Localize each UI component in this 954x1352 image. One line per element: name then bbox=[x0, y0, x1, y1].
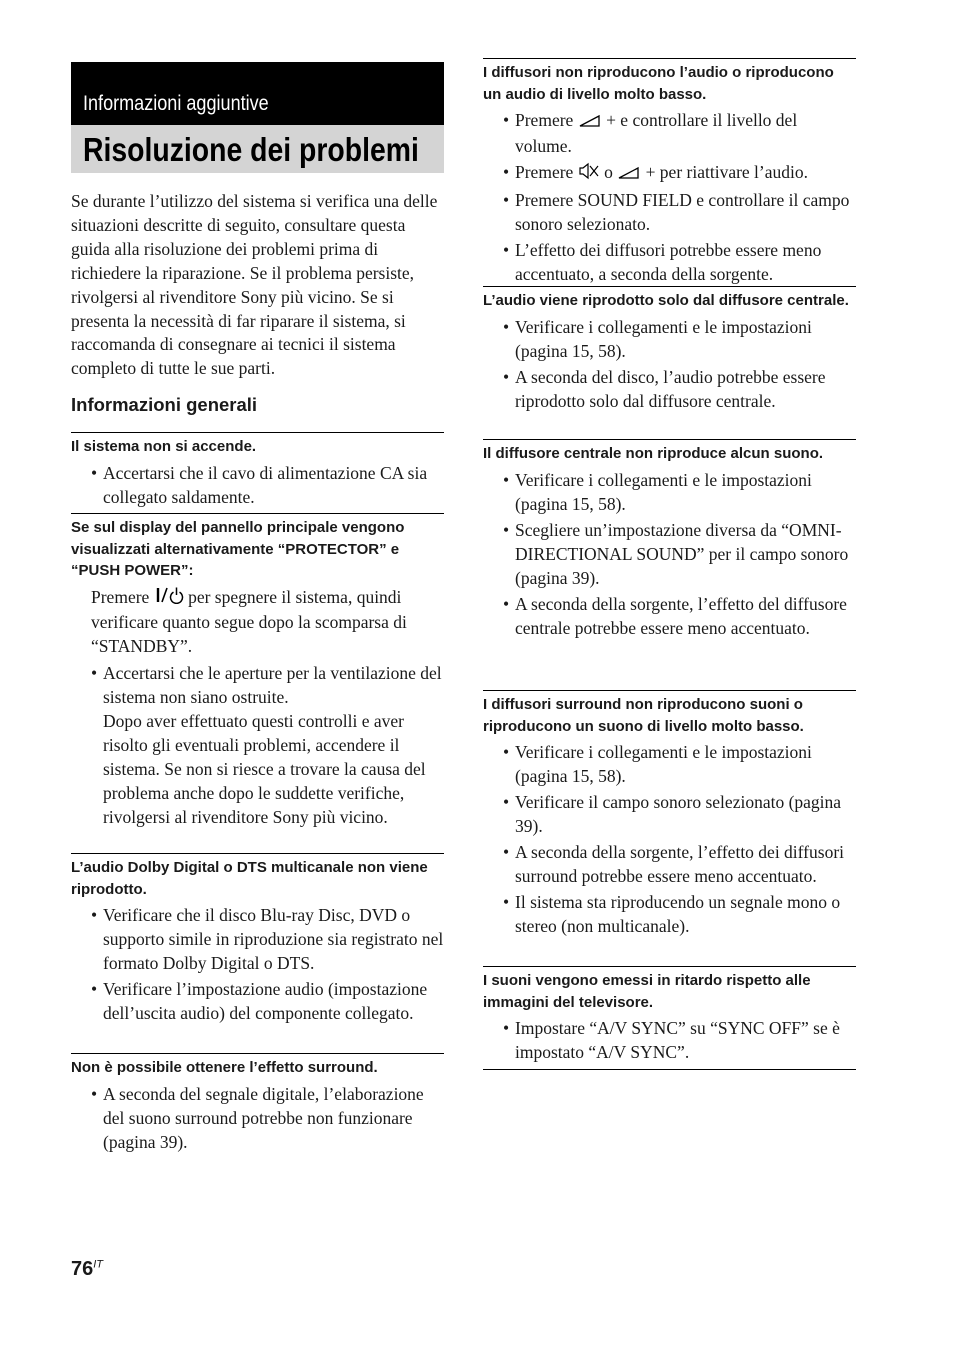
problem-no-power bbox=[71, 432, 444, 511]
page-lang: IT bbox=[93, 1258, 104, 1271]
solution-item: • Verificare che il disco Blu-ray Disc, DVD o supporto simile in riproduzione sia registrato nel formato Dolby Digital o DTS. bbox=[71, 903, 444, 975]
mute-icon bbox=[578, 162, 600, 186]
problem-center-silent bbox=[483, 439, 856, 642]
intro-paragraph: Se durante l’utilizzo del sistema si verifica una delle situazioni descritte di seguito, consultare questa guida alla risoluzione dei problemi prima di richiedere la riparazione. Se il problema persiste, rivolgersi al rivenditore Sony più vicino. Se si presenta la necessità di far riparare il sistema, si raccomanda di consegnare ai tecnici il sistema completo di tutte le sue parti. bbox=[71, 191, 438, 379]
divider bbox=[483, 1069, 856, 1070]
solution-item: • Verificare i collegamenti e le impostazioni (pagina 15, 58). bbox=[483, 315, 856, 363]
solution-item: • Verificare i collegamenti e le impostazioni (pagina 15, 58). bbox=[483, 468, 856, 516]
problem-no-audio bbox=[483, 58, 856, 288]
solution-item: • Impostare “A/V SYNC” su “SYNC OFF” se è impostato “A/V SYNC”. bbox=[483, 1016, 856, 1064]
solution-item: • L’effetto dei diffusori potrebbe essere meno accentuato, a seconda della sorgente. bbox=[483, 238, 856, 286]
solution-item: • Premere SOUND FIELD e controllare il campo sonoro selezionato. bbox=[483, 188, 856, 236]
volume-icon bbox=[617, 162, 641, 186]
page-number bbox=[71, 1258, 103, 1281]
solution-item: • Verificare il campo sonoro selezionato (pagina 39). bbox=[483, 790, 856, 838]
solution-list bbox=[71, 461, 444, 509]
subhead-general-info: Informazioni generali bbox=[71, 394, 258, 415]
solution-item: • A seconda della sorgente, l’effetto dei diffusori surround potrebbe essere meno accentuato. bbox=[483, 840, 856, 888]
solution-item: • A seconda del disco, l’audio potrebbe essere riprodotto solo dal diffusore centrale. bbox=[483, 365, 856, 413]
text-fragment: Accertarsi che le aperture per la ventilazione del sistema non siano ostruite. bbox=[103, 663, 442, 708]
problem-title: I diffusori surround non riproducono suoni o riproducono un suono di livello molto basso. bbox=[483, 696, 804, 735]
solution-item: • Il sistema sta riproducendo un segnale mono o stereo (non multicanale). bbox=[483, 890, 856, 938]
solution-item: • A seconda del segnale digitale, l’elaborazione del suono surround potrebbe non funzionare (pagina 39). bbox=[71, 1082, 444, 1154]
problem-title: I diffusori non riproducono l’audio o riproducono un audio di livello molto basso. bbox=[483, 64, 834, 103]
text-fragment: + per riattivare l’audio. bbox=[645, 161, 809, 182]
problem-title: Non è possibile ottenere l’effetto surround. bbox=[71, 1059, 378, 1076]
problem-protector bbox=[71, 513, 444, 831]
text-fragment: Premere bbox=[91, 586, 150, 607]
problem-surround bbox=[71, 1053, 444, 1156]
volume-icon bbox=[578, 110, 602, 134]
solution-text bbox=[71, 585, 444, 659]
power-icon bbox=[154, 586, 184, 610]
problem-surround-silent bbox=[483, 690, 856, 940]
section-title: Informazioni aggiuntive bbox=[83, 92, 269, 115]
solution-item: • Accertarsi che il cavo di alimentazione CA sia collegato saldamente. bbox=[71, 461, 444, 509]
solution-list bbox=[483, 315, 856, 413]
page-title-bar bbox=[71, 125, 444, 173]
solution-item bbox=[483, 160, 856, 186]
solution-list bbox=[71, 1082, 444, 1154]
problem-title: Il diffusore centrale non riproduce alcun suono. bbox=[483, 445, 824, 462]
solution-item: • A seconda della sorgente, l’effetto del diffusore centrale potrebbe essere meno accentuato. bbox=[483, 592, 856, 640]
text-fragment: Dopo aver effettuato questi controlli e aver risolto gli eventuali problemi, accendere il sistema. Se non si riesce a trovare la causa del problema anche dopo le suddette verifiche, rivolgersi al rivenditore Sony più vicino. bbox=[103, 711, 426, 828]
text-fragment: o bbox=[604, 161, 613, 182]
solution-item: • Verificare l’impostazione audio (impostazione dell’uscita audio) del componente collegato. bbox=[71, 977, 444, 1025]
text-fragment: + e controllare il livello del volume. bbox=[515, 110, 798, 156]
problem-center-only bbox=[483, 286, 856, 415]
solution-list bbox=[483, 468, 856, 640]
solution-list bbox=[483, 740, 856, 938]
page-title: Risoluzione dei problemi bbox=[83, 131, 419, 168]
solution-item: • Scegliere un’impostazione diversa da “OMNI-DIRECTIONAL SOUND” per il campo sonoro (pagina 39). bbox=[483, 518, 856, 590]
text-fragment: per spegnere il sistema, quindi verificare quanto segue dopo la scomparsa di “STANDBY”. bbox=[91, 586, 407, 657]
solution-item bbox=[483, 108, 856, 158]
problem-title: L’audio Dolby Digital o DTS multicanale non viene riprodotto. bbox=[71, 859, 428, 898]
text-fragment: Premere bbox=[515, 110, 574, 130]
solution-list bbox=[71, 903, 444, 1025]
section-header bbox=[71, 62, 444, 125]
problem-title: I suoni vengono emessi in ritardo rispetto alle immagini del televisore. bbox=[483, 972, 811, 1011]
page-number-value: 76 bbox=[71, 1258, 94, 1280]
solution-item: • Verificare i collegamenti e le impostazioni (pagina 15, 58). bbox=[483, 740, 856, 788]
text-fragment: Premere bbox=[515, 161, 574, 182]
solution-list bbox=[483, 1016, 856, 1064]
solution-item bbox=[71, 661, 444, 829]
problem-title: L’audio viene riprodotto solo dal diffusore centrale. bbox=[483, 292, 849, 309]
problem-title: Il sistema non si accende. bbox=[71, 438, 257, 455]
problem-title: Se sul display del pannello principale vengono visualizzati alternativamente “PROTECTOR” e “PUSH POWER”: bbox=[71, 519, 405, 579]
solution-list bbox=[71, 661, 444, 829]
problem-dolby-dts bbox=[71, 853, 444, 1027]
problem-av-sync bbox=[483, 966, 856, 1066]
solution-list bbox=[483, 108, 856, 286]
